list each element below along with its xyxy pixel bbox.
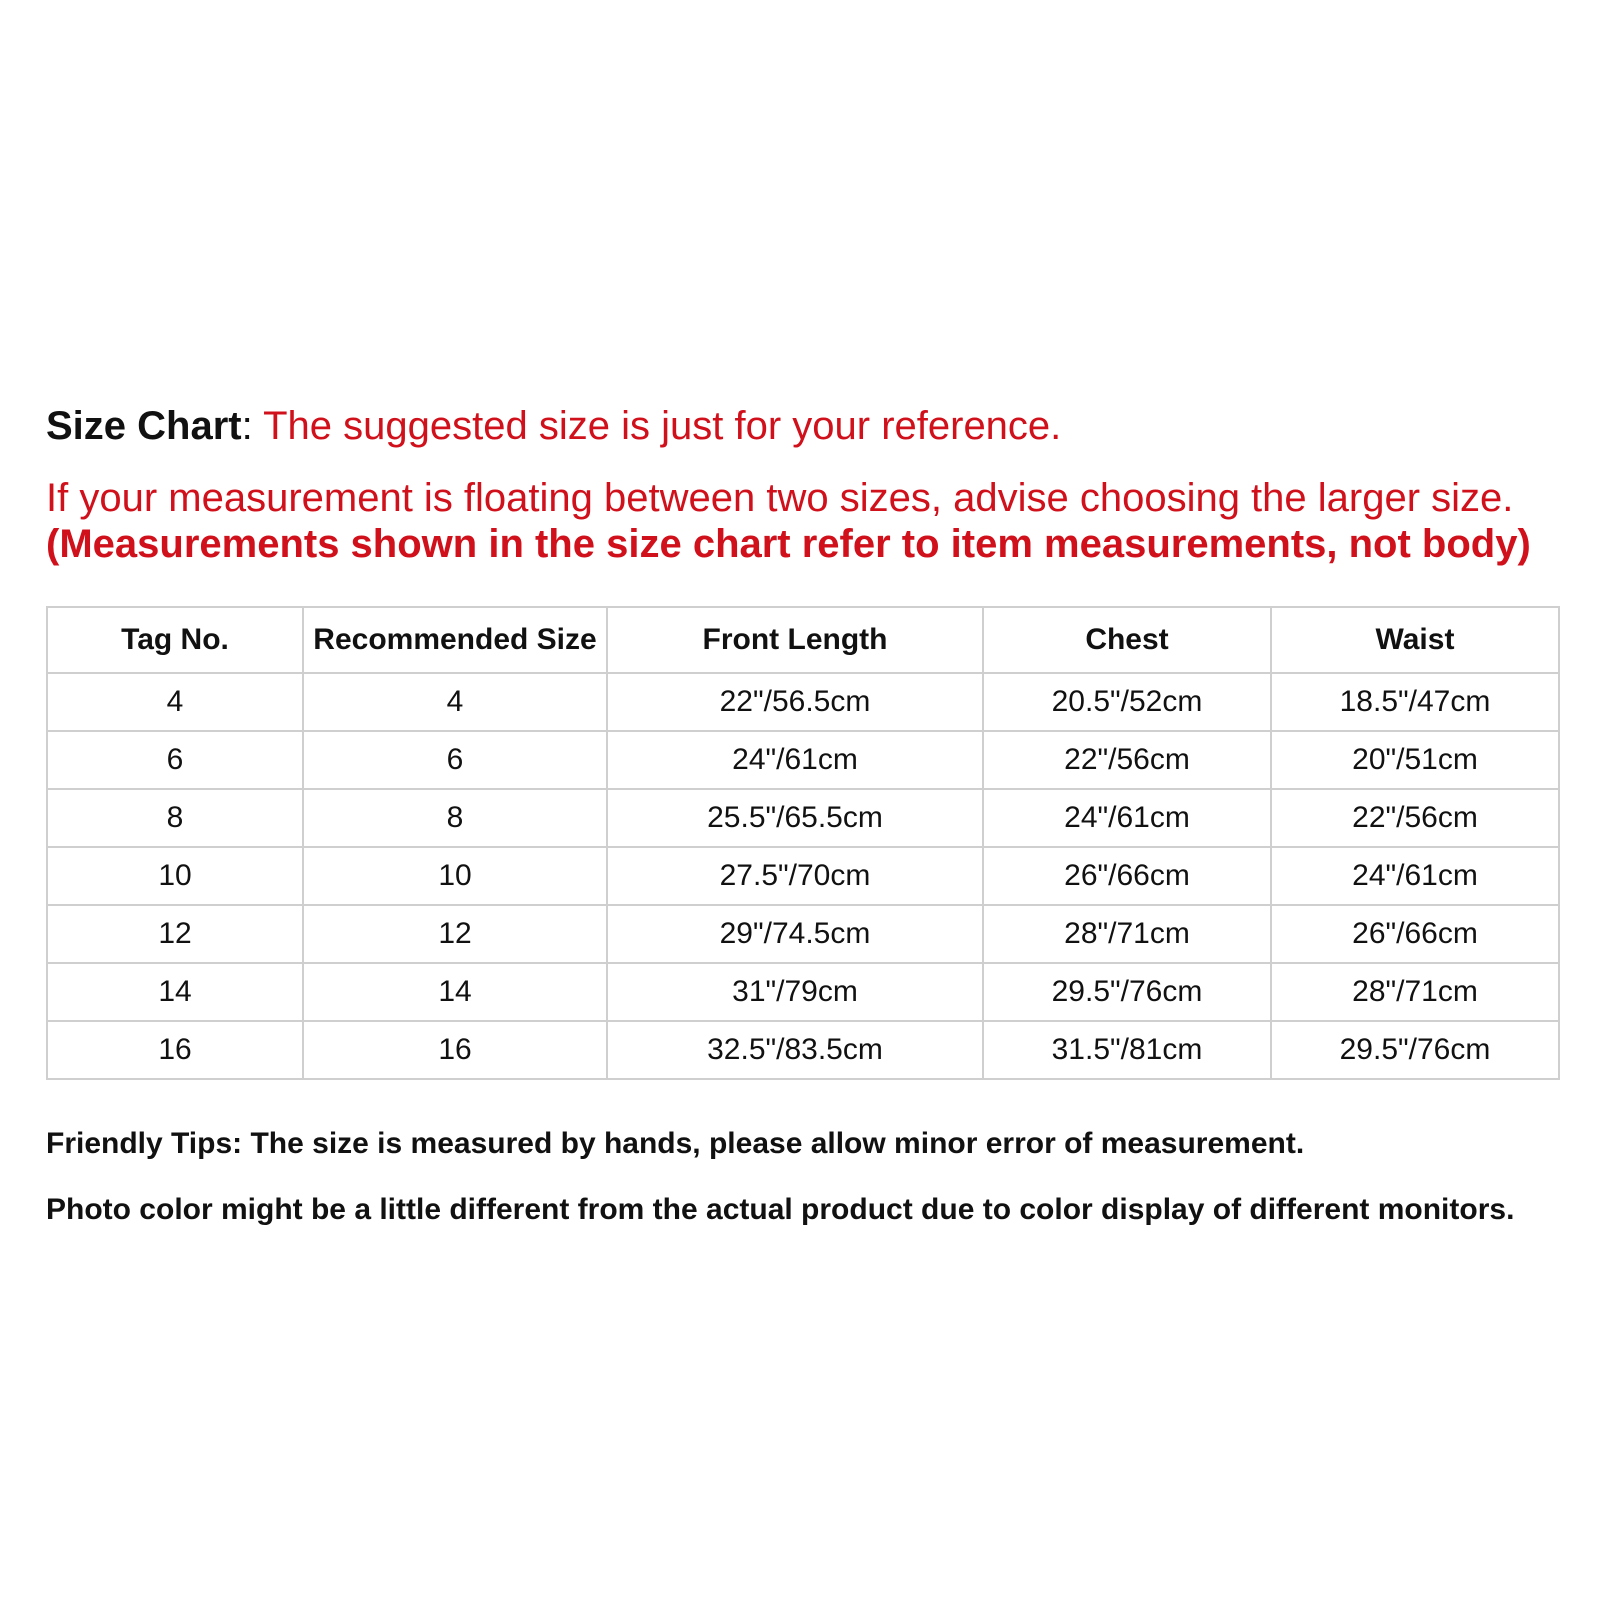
cell-waist: 28"/71cm	[1271, 963, 1559, 1021]
reference-note: The suggested size is just for your reference.	[252, 404, 1062, 448]
cell-tag-no: 10	[47, 847, 303, 905]
cell-front-length: 22"/56.5cm	[607, 673, 983, 731]
cell-recommended-size: 4	[303, 673, 607, 731]
size-table	[46, 606, 1560, 1080]
cell-waist: 29.5"/76cm	[1271, 1021, 1559, 1079]
cell-recommended-size: 12	[303, 905, 607, 963]
cell-tag-no: 4	[47, 673, 303, 731]
cell-waist: 24"/61cm	[1271, 847, 1559, 905]
cell-recommended-size: 8	[303, 789, 607, 847]
cell-front-length: 29"/74.5cm	[607, 905, 983, 963]
cell-tag-no: 6	[47, 731, 303, 789]
cell-chest: 24"/61cm	[983, 789, 1271, 847]
cell-recommended-size: 14	[303, 963, 607, 1021]
table-header-row	[47, 607, 1559, 673]
friendly-tips	[46, 1126, 1566, 1228]
table-row	[47, 847, 1559, 905]
sizing-advice: If your measurement is floating between two sizes, advise choosing the larger size.	[46, 476, 1514, 520]
cell-chest: 20.5"/52cm	[983, 673, 1271, 731]
table-row	[47, 789, 1559, 847]
table-row	[47, 905, 1559, 963]
cell-front-length: 27.5"/70cm	[607, 847, 983, 905]
cell-waist: 20"/51cm	[1271, 731, 1559, 789]
cell-front-length: 24"/61cm	[607, 731, 983, 789]
tip-measurement-error: Friendly Tips: The size is measured by hands, please allow minor error of measurement.	[46, 1127, 1305, 1160]
table-row	[47, 1021, 1559, 1079]
size-chart-label: Size Chart	[46, 404, 242, 448]
size-chart-heading	[46, 404, 1566, 448]
column-header-chest: Chest	[983, 607, 1271, 673]
measurement-note: (Measurements shown in the size chart refer to item measurements, not body)	[46, 522, 1531, 566]
cell-tag-no: 14	[47, 963, 303, 1021]
column-header-tag-no: Tag No.	[47, 607, 303, 673]
tip-photo-color: Photo color might be a little different from the actual product due to color display of different monitors.	[46, 1193, 1515, 1226]
cell-tag-no: 8	[47, 789, 303, 847]
cell-front-length: 31"/79cm	[607, 963, 983, 1021]
cell-front-length: 32.5"/83.5cm	[607, 1021, 983, 1079]
cell-chest: 29.5"/76cm	[983, 963, 1271, 1021]
cell-front-length: 25.5"/65.5cm	[607, 789, 983, 847]
column-header-waist: Waist	[1271, 607, 1559, 673]
size-chart-intro	[46, 404, 1566, 566]
column-header-recommended-size: Recommended Size	[303, 607, 607, 673]
cell-recommended-size: 6	[303, 731, 607, 789]
table-row	[47, 731, 1559, 789]
cell-chest: 28"/71cm	[983, 905, 1271, 963]
cell-chest: 22"/56cm	[983, 731, 1271, 789]
cell-chest: 31.5"/81cm	[983, 1021, 1271, 1079]
cell-waist: 22"/56cm	[1271, 789, 1559, 847]
table-row	[47, 673, 1559, 731]
table-row	[47, 963, 1559, 1021]
heading-separator: :	[241, 404, 253, 448]
cell-waist: 18.5"/47cm	[1271, 673, 1559, 731]
cell-tag-no: 16	[47, 1021, 303, 1079]
cell-tag-no: 12	[47, 905, 303, 963]
cell-waist: 26"/66cm	[1271, 905, 1559, 963]
cell-recommended-size: 10	[303, 847, 607, 905]
cell-recommended-size: 16	[303, 1021, 607, 1079]
column-header-front-length: Front Length	[607, 607, 983, 673]
cell-chest: 26"/66cm	[983, 847, 1271, 905]
